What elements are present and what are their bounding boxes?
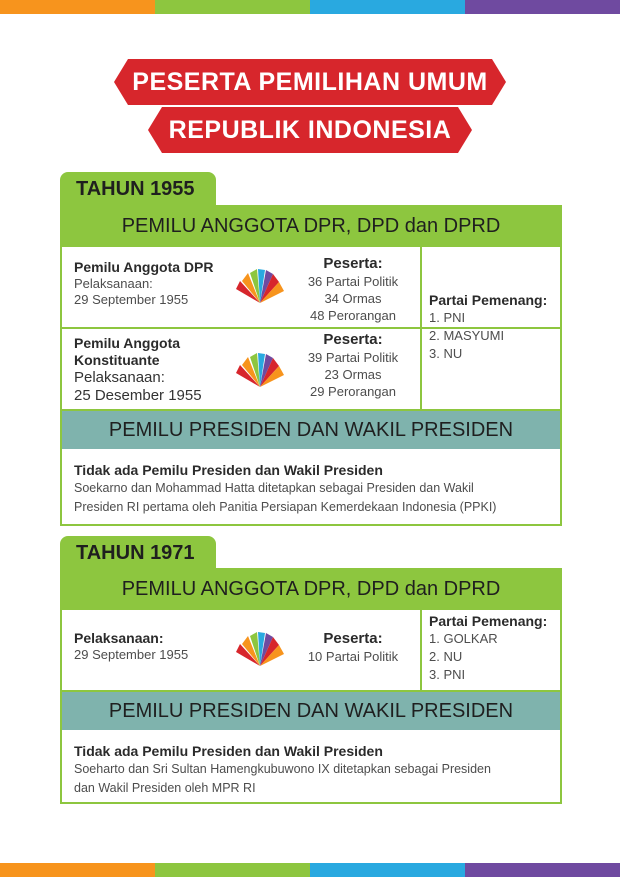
stripe-blue: [310, 0, 465, 14]
presiden-header-1971: PEMILU PRESIDEN DAN WAKIL PRESIDEN: [62, 690, 560, 730]
presiden-info-text: dan Wakil Presiden oleh MPR RI: [74, 781, 256, 795]
stripe-blue: [310, 863, 465, 877]
dpr-title: Pemilu Anggota DPR: [74, 259, 214, 275]
peserta-title: Peserta:: [323, 630, 383, 647]
winner-item: 3. PNI: [429, 667, 466, 682]
winner-item: 1. PNI: [429, 310, 466, 325]
stripe-orange: [0, 863, 155, 877]
konstituante-peserta-item: 29 Perorangan: [309, 384, 396, 399]
peserta-item: 10 Partai Politik: [307, 649, 399, 664]
konstituante-peserta-title: Peserta:: [323, 331, 383, 348]
column-divider: [420, 610, 422, 690]
dpr-peserta-item: 34 Ormas: [324, 291, 382, 306]
presiden-header-1955: PEMILU PRESIDEN DAN WAKIL PRESIDEN: [62, 409, 560, 449]
presiden-info-title: Tidak ada Pemilu Presiden dan Wakil Presiden: [74, 462, 383, 478]
section-1955: [60, 205, 562, 526]
year-tab-1955: TAHUN 1955: [60, 172, 216, 206]
konstituante-title: Pemilu Anggota: [74, 335, 181, 351]
stripe-orange: [0, 0, 155, 14]
dpr-pelaksanaan-label: Pelaksanaan:: [74, 276, 153, 291]
pelaksanaan-1971-group: [74, 630, 188, 663]
dpr-header-1955: PEMILU ANGGOTA DPR, DPD dan DPRD: [62, 207, 560, 245]
winner-title: Partai Pemenang:: [429, 292, 548, 308]
dpr-peserta-item: 36 Partai Politik: [307, 274, 399, 289]
stripe-green: [155, 863, 310, 877]
presiden-info-title: Tidak ada Pemilu Presiden dan Wakil Presiden: [74, 743, 383, 759]
konstituante-date: 25 Desember 1955: [74, 387, 202, 404]
konstituante-peserta: [298, 331, 408, 400]
presiden-info-text: Soeharto dan Sri Sultan Hamengkubuwono IX ditetapkan sebagai Presiden: [74, 762, 491, 776]
stripe-green: [155, 0, 310, 14]
konstituante-peserta-item: 39 Partai Politik: [307, 350, 399, 365]
winner-1955: [429, 291, 547, 363]
row-pemilu-1971: [62, 608, 560, 690]
title-banner-line2: REPUBLIK INDONESIA: [162, 107, 458, 153]
dpr-header-1971: PEMILU ANGGOTA DPR, DPD dan DPRD: [62, 570, 560, 608]
presiden-info-text: Soekarno dan Mohammad Hatta ditetapkan sebagai Presiden dan Wakil: [74, 481, 474, 495]
presiden-info-1971: [62, 730, 560, 798]
top-color-stripe: [0, 0, 620, 14]
winner-item: 1. GOLKAR: [429, 631, 498, 646]
section-1971: [60, 568, 562, 804]
pelaksanaan-date: 29 September 1955: [74, 647, 189, 662]
stripe-purple: [465, 0, 620, 14]
konstituante-title: Konstituante: [74, 352, 160, 368]
presiden-info-1955: [62, 449, 560, 517]
dpr-label-group: [74, 259, 214, 308]
dpr-peserta-item: 48 Perorangan: [309, 308, 396, 323]
flag-fan-icon: [234, 265, 286, 305]
winner-item: 3. NU: [429, 346, 463, 361]
konstituante-peserta-item: 23 Ormas: [324, 367, 382, 382]
konstituante-pelaksanaan-label: Pelaksanaan:: [74, 369, 165, 386]
winner-1971: [429, 612, 547, 684]
title-banner-line1: PESERTA PEMILIHAN UMUM: [128, 59, 492, 105]
konstituante-label-group: [74, 335, 202, 405]
presiden-info-text: Presiden RI pertama oleh Panitia Persiapan Kemerdekaan Indonesia (PPKI): [74, 500, 497, 514]
flag-fan-icon: [234, 349, 286, 389]
dpr-date: 29 September 1955: [74, 292, 189, 307]
flag-fan-icon: [234, 628, 286, 668]
column-divider: [420, 245, 422, 409]
stripe-purple: [465, 863, 620, 877]
bottom-color-stripe: [0, 863, 620, 877]
pelaksanaan-label: Pelaksanaan:: [74, 630, 164, 646]
winner-item: 2. NU: [429, 649, 463, 664]
peserta-1971: [298, 630, 408, 665]
year-tab-1971: TAHUN 1971: [60, 536, 216, 570]
winner-item: 2. MASYUMI: [429, 328, 505, 343]
winner-title: Partai Pemenang:: [429, 613, 548, 629]
dpr-peserta: [298, 255, 408, 324]
dpr-peserta-title: Peserta:: [323, 255, 383, 272]
